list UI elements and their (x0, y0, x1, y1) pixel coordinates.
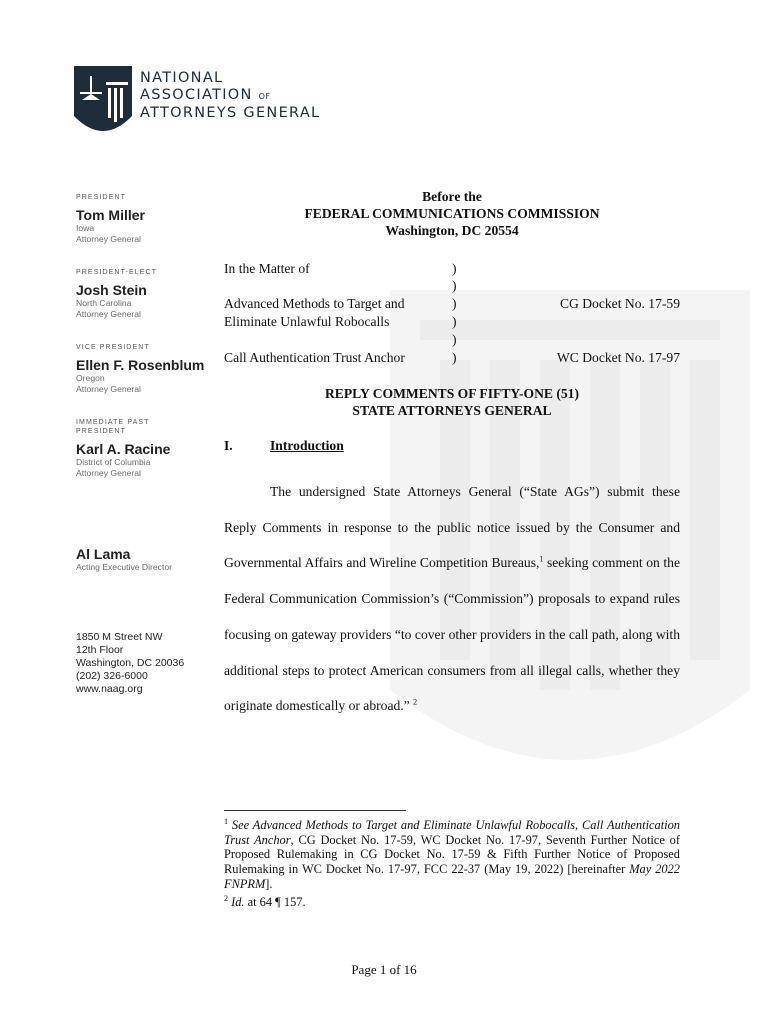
officer-president-elect (76, 268, 216, 320)
introduction-paragraph (224, 474, 680, 724)
document-body (224, 188, 680, 714)
caption-paren: ) (452, 278, 457, 293)
executive-director (76, 541, 216, 573)
footnote-2-number: 2 (224, 893, 228, 903)
footnote-1 (224, 818, 680, 892)
address-phone: (202) 326-6000 (76, 670, 148, 682)
officer-state: Oregon (76, 373, 105, 383)
paragraph-text-part-2: seeking comment on the Federal Communication Commission’s (“Commission”) proposals to expand rules focusing on gateway providers “to cover other providers in the call path, along with additional steps to protect American consumers from all illegal calls, whether they originate domestically or abroad.” (224, 555, 680, 714)
page-number: Page 1 of 16 (351, 962, 417, 977)
officer-role: PRESIDENT-ELECT (76, 269, 158, 276)
wc-docket-number: WC Docket No. 17-97 (556, 350, 680, 365)
officer-title: Attorney General (76, 468, 141, 478)
officer-name: Karl A. Racine (76, 441, 171, 457)
officer-title: Attorney General (76, 309, 141, 319)
cg-docket-number: CG Docket No. 17-59 (559, 296, 680, 311)
officer-name: Ellen F. Rosenblum (76, 357, 205, 373)
officer-title: Attorney General (76, 234, 141, 244)
paragraph-text-part-1: The undersigned State Attorneys General (“State AGs”) submit these Reply Comments in response to the public notice issued by the Consumer and Governmental Affairs and Wireline Competition Bureaus, (224, 484, 680, 571)
organization-name (140, 70, 320, 122)
address-website: www.naag.org (76, 683, 143, 695)
footnote-1-citation: See Advanced Methods to Target and Eliminate Unlawful Robocalls, Call Authentication Trust Anchor (224, 818, 680, 847)
section-heading (224, 438, 344, 454)
title-line-1: REPLY COMMENTS OF FIFTY-ONE (51) (324, 386, 579, 401)
caption-paren: ) (452, 332, 457, 347)
footnote-ref-2[interactable]: 2 (413, 697, 418, 707)
footnote-2-text: at 64 ¶ 157. (244, 894, 306, 909)
section-title: Introduction (270, 438, 344, 453)
officer-immediate-past-president (76, 418, 216, 479)
officer-title: Attorney General (76, 384, 141, 394)
footnote-2 (224, 895, 680, 910)
footnote-ref-1[interactable]: 1 (539, 554, 544, 564)
document-title (224, 385, 680, 419)
footnote-divider (224, 810, 406, 811)
director-name: Al Lama (76, 546, 131, 562)
org-address (76, 631, 184, 696)
address-floor: 12th Floor (76, 644, 124, 656)
footnote-1-number: 1 (224, 816, 228, 826)
address-street: 1850 M Street NW (76, 631, 163, 643)
title-line-2: STATE ATTORNEYS GENERAL (352, 403, 552, 418)
org-line-2 (140, 87, 320, 105)
officer-vice-president (76, 343, 216, 395)
officer-role-line-2: PRESIDENT (76, 428, 126, 435)
director-title: Acting Executive Director (76, 562, 172, 572)
officer-state: District of Columbia (76, 457, 151, 467)
officer-role: IMMEDIATE PAST (76, 419, 150, 426)
footnote-1-short-cite: May 2022 FNPRM (224, 862, 680, 891)
officer-president (76, 193, 216, 245)
commission-name: FEDERAL COMMUNICATIONS COMMISSION (304, 206, 600, 221)
org-line-3: ATTORNEYS GENERAL (140, 105, 321, 121)
officer-state: Iowa (76, 223, 95, 233)
commission-location: Washington, DC 20554 (385, 223, 519, 238)
caption-paren: ) (452, 261, 457, 276)
caption-in-matter: In the Matter of (224, 261, 310, 276)
caption-item-1-line-1: Advanced Methods to Target and (224, 296, 405, 311)
officer-state: North Carolina (76, 298, 132, 308)
caption-paren: ) (452, 314, 457, 329)
footnotes (224, 818, 680, 912)
caption-item-2: Call Authentication Trust Anchor (224, 350, 405, 365)
org-of: OF (258, 92, 271, 101)
officer-role: VICE PRESIDENT (76, 344, 150, 351)
officer-name: Josh Stein (76, 282, 147, 298)
section-number: I. (224, 438, 233, 453)
caption-item-1-line-2: Eliminate Unlawful Robocalls (224, 314, 390, 329)
caption-paren: ) (452, 296, 457, 311)
footnote-2-id: Id. (231, 894, 245, 909)
officer-role: PRESIDENT (76, 194, 126, 201)
footnote-1-end: ]. (265, 876, 273, 891)
naag-logo-icon (74, 66, 132, 138)
caption-paren: ) (452, 350, 457, 365)
org-line-1: NATIONAL (140, 70, 224, 86)
officer-name: Tom Miller (76, 207, 145, 223)
before-the: Before the (422, 189, 482, 204)
address-city: Washington, DC 20036 (76, 657, 185, 669)
org-association: ASSOCIATION (140, 87, 253, 103)
footnote-1-text: , CG Docket No. 17-59, WC Docket No. 17-97, Seventh Further Notice of Proposed Rulemaking in CG Docket No. 17-59 & Fifth Further Notice of Proposed Rulemaking in WC Docket No. 17-97, FCC 22-37 (May 19, 2022) [hereinafter (224, 832, 680, 877)
